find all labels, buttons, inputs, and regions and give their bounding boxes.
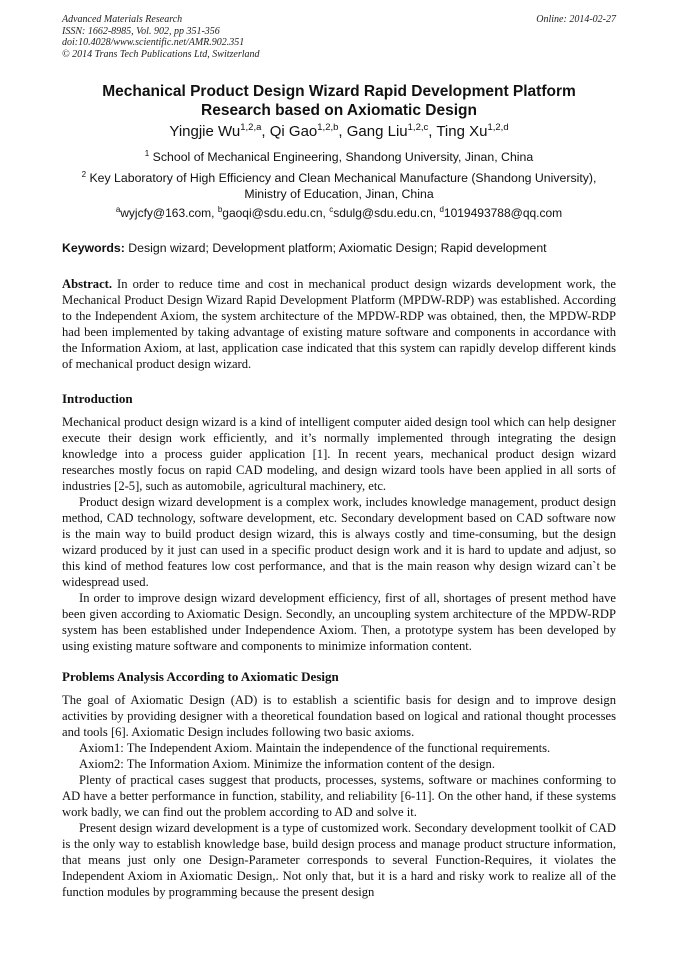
abstract-text: In order to reduce time and cost in mechanical product design wizards development work, the Mechanical Product Design Wizard Rapid Development Platform (MPDW-RDP) was established. According to the Independent Axiom, the system architecture of the MPDW-RDP was obtained, then, the MPDW-RDP had been implemented by taking advantage of existing mature software and components in accordance with the Information Axiom, at last, application case indicated that this system can rapidly develop different kinds of mechanical product design wizard. — [62, 277, 616, 371]
email-list — [62, 205, 616, 221]
author-name: Yingjie Wu — [169, 123, 241, 140]
affiliation-2 — [62, 170, 616, 202]
paper-title — [62, 82, 616, 120]
paragraph: The goal of Axiomatic Design (AD) is to establish a scientific basis for design and to improve design activities by providing designer with a theoretical foundation based on logical and rational thought processes and tools [6]. Axiomatic Design includes following two basic axioms. — [62, 693, 616, 739]
abstract — [62, 276, 616, 372]
section-heading: Problems Analysis According to Axiomatic Design — [62, 669, 339, 684]
keywords-label: Keywords: — [62, 241, 125, 255]
author-sep: , — [338, 123, 347, 140]
paragraph: Axiom2: The Information Axiom. Minimize the information content of the design. — [79, 757, 495, 771]
affiliation-text: Key Laboratory of High Efficiency and Clean Mechanical Manufacture (Shandong University), — [89, 171, 597, 185]
issn-line: ISSN: 1662-8985, Vol. 902, pp 351-356 — [62, 25, 220, 37]
email-sup: a — [115, 205, 121, 214]
journal-header — [62, 14, 616, 60]
email-address[interactable]: 1019493788@qq.com — [443, 206, 563, 220]
copyright-line: © 2014 Trans Tech Publications Ltd, Switzerland — [62, 48, 260, 60]
section-heading: Introduction — [62, 391, 133, 406]
author-affil-sup: 1,2,c — [407, 122, 429, 133]
journal-name: Advanced Materials Research — [62, 14, 183, 25]
affiliation-text-cont: Ministry of Education, Jinan, China — [244, 187, 434, 201]
problems-section — [62, 669, 616, 900]
keywords — [62, 240, 616, 256]
title-line-2: Research based on Axiomatic Design — [201, 102, 477, 119]
affiliation-text: School of Mechanical Engineering, Shandong University, Jinan, China — [152, 150, 534, 164]
author-name: Gang Liu — [346, 123, 408, 140]
abstract-label: Abstract. — [62, 277, 113, 291]
author-name: Ting Xu — [436, 123, 488, 140]
email-sup: b — [217, 205, 223, 214]
paragraph: Plenty of practical cases suggest that products, processes, systems, software or machines conforming to AD have a better performance in function, stability, and reliability [6-11]. On the other hand, if these systems work badly, we can find out the problem according to AD and solve it. — [62, 773, 616, 819]
email-sup: c — [329, 205, 334, 214]
affiliation-sup: 2 — [81, 169, 87, 179]
email-address[interactable]: gaoqi@sdu.edu.cn, — [222, 206, 326, 220]
author-affil-sup: 1,2,a — [240, 122, 262, 133]
online-date: Online: 2014-02-27 — [536, 14, 616, 25]
introduction-section — [62, 391, 616, 654]
title-line-1: Mechanical Product Design Wizard Rapid Development Platform — [102, 83, 576, 100]
author-list — [62, 122, 616, 142]
affiliation-1 — [62, 149, 616, 165]
paragraph: Mechanical product design wizard is a kind of intelligent computer aided design tool which can help designer execute their design work efficiently, and it’s normally implemented through integrating the design knowledge into a process guider application [1]. In recent years, mechanical product design wizard researches mostly focus on rapid CAD modeling, and design wizard tools have been applied in all sorts of industries [2-5], such as automobile, agricultural machinery, etc. — [62, 415, 616, 493]
author-sep: , — [261, 123, 270, 140]
author-sep: , — [428, 123, 437, 140]
email-address[interactable]: sdulg@sdu.edu.cn, — [333, 206, 440, 220]
keywords-text: Design wizard; Development platform; Axiomatic Design; Rapid development — [124, 241, 547, 255]
author-affil-sup: 1,2,d — [487, 122, 509, 133]
email-address[interactable]: wyjcfy@163.com, — [120, 206, 218, 220]
author-name: Qi Gao — [269, 123, 318, 140]
author-affil-sup: 1,2,b — [317, 122, 339, 133]
paragraph: Present design wizard development is a type of customized work. Secondary development toolkit of CAD is the only way to establish knowledge base, build design process and manage product structure information, that means just only one Design-Parameter corresponds to several Function-Requires, it violates the Independent Axiom in Axiomatic Design,. Not only that, but it is a hard and risky work to realize all of the function modules by programming because the present design — [62, 821, 616, 899]
doi-line: doi:10.4028/www.scientific.net/AMR.902.351 — [62, 37, 245, 48]
paragraph: In order to improve design wizard development efficiency, first of all, shortages of present method have been given according to Axiomatic Design. Secondly, an uncoupling system architecture of the MPDW-RDP system has been established under Independence Axiom. Then, a prototype system has been developed by using existing mature software and components to minimize information content. — [62, 591, 616, 653]
email-sup: d — [439, 205, 444, 214]
paragraph: Axiom1: The Independent Axiom. Maintain the independence of the functional requirements. — [79, 741, 551, 755]
affiliation-sup: 1 — [144, 148, 150, 158]
paragraph: Product design wizard development is a complex work, includes knowledge management, product design method, CAD technology, software development, etc. Secondary development based on CAD software now is the main way to build product design wizard, this is always costly and time-consuming, but the design wizard produced by it just can used in a specific product design work and it is hard to update and adjust, so this kind of method features low cost performance, and that is the main reason why design wizard can`t be widespread used. — [62, 495, 616, 589]
